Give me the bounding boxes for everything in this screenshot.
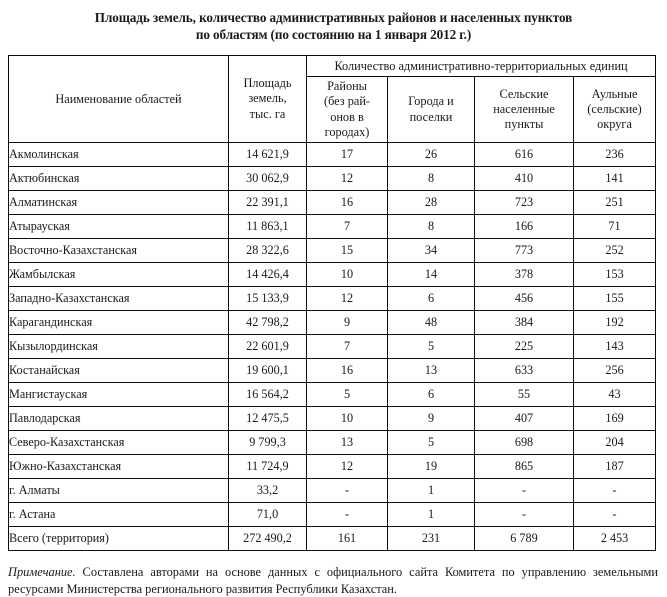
table-container — [8, 55, 655, 551]
cell-cities-towns: 5 — [388, 431, 475, 455]
table-row — [9, 239, 656, 263]
note-lead-label: Примечание. — [8, 565, 76, 579]
page-title-line-1: Площадь земель, количество административных районов и населенных пунктов — [94, 10, 573, 25]
cell-rural-settlements: 407 — [475, 407, 574, 431]
cell-cities-towns: 1 — [388, 503, 475, 527]
cell-rural-settlements: 865 — [475, 455, 574, 479]
cell-land-area: 30 062,9 — [229, 167, 307, 191]
cell-rural-settlements: 225 — [475, 335, 574, 359]
cell-land-area: 11 863,1 — [229, 215, 307, 239]
cell-rural-settlements: 773 — [475, 239, 574, 263]
table-row — [9, 383, 656, 407]
cell-land-area: 12 475,5 — [229, 407, 307, 431]
cell-cities-towns: 5 — [388, 335, 475, 359]
table-row — [9, 191, 656, 215]
cell-region-name: Восточно-Казахстанская — [9, 239, 229, 263]
table-row — [9, 335, 656, 359]
cell-region-name: Костанайская — [9, 359, 229, 383]
cell-rural-settlements: 633 — [475, 359, 574, 383]
table-row — [9, 287, 656, 311]
page-title-line-2: по областям (по состоянию на 1 января 2012 г.) — [195, 27, 472, 42]
cell-rural-settlements: 166 — [475, 215, 574, 239]
districts-header-line-2: (без рай- — [323, 94, 370, 109]
table-note — [8, 564, 658, 597]
cell-rural-settlements: 378 — [475, 263, 574, 287]
cell-districts: - — [307, 503, 388, 527]
land-area-header-line-1: Площадь — [243, 75, 292, 90]
cell-land-area: 11 724,9 — [229, 455, 307, 479]
cell-aul-okrugs: 236 — [574, 143, 656, 167]
cell-rural-settlements: - — [475, 479, 574, 503]
table-row — [9, 503, 656, 527]
cell-cities-towns: 9 — [388, 407, 475, 431]
cities-header-line-1: Города и — [408, 94, 454, 109]
cell-land-area: 19 600,1 — [229, 359, 307, 383]
table-row — [9, 527, 656, 551]
cell-region-name: Алматинская — [9, 191, 229, 215]
cell-aul-okrugs: 153 — [574, 263, 656, 287]
table-row — [9, 311, 656, 335]
cell-aul-okrugs: 256 — [574, 359, 656, 383]
rural-header-line-2: населенные — [493, 101, 555, 116]
cell-aul-okrugs: 192 — [574, 311, 656, 335]
cell-aul-okrugs: - — [574, 503, 656, 527]
cell-aul-okrugs: 252 — [574, 239, 656, 263]
rural-header-line-1: Сельские — [499, 86, 549, 101]
cell-rural-settlements: - — [475, 503, 574, 527]
cell-rural-settlements: 456 — [475, 287, 574, 311]
cell-aul-okrugs: 187 — [574, 455, 656, 479]
cell-region-name: г. Астана — [9, 503, 229, 527]
cell-land-area: 14 426,4 — [229, 263, 307, 287]
cell-aul-okrugs: 204 — [574, 431, 656, 455]
aul-header-line-2: (сельские) — [587, 101, 642, 116]
column-header-aul-okrugs — [574, 77, 656, 143]
cell-cities-towns: 28 — [388, 191, 475, 215]
cell-aul-okrugs: - — [574, 479, 656, 503]
cell-districts: 10 — [307, 263, 388, 287]
cell-region-name: г. Алматы — [9, 479, 229, 503]
cell-districts: 13 — [307, 431, 388, 455]
table-head — [9, 56, 656, 143]
cell-cities-towns: 19 — [388, 455, 475, 479]
cell-region-name: Кызылординская — [9, 335, 229, 359]
cell-land-area: 71,0 — [229, 503, 307, 527]
cell-aul-okrugs: 143 — [574, 335, 656, 359]
cell-rural-settlements: 410 — [475, 167, 574, 191]
cell-rural-settlements: 6 789 — [475, 527, 574, 551]
cell-region-name: Павлодарская — [9, 407, 229, 431]
districts-header-line-4: городах) — [324, 124, 370, 139]
cell-region-name: Актюбинская — [9, 167, 229, 191]
table-row — [9, 431, 656, 455]
cell-land-area: 28 322,6 — [229, 239, 307, 263]
cell-region-name: Карагандинская — [9, 311, 229, 335]
cell-cities-towns: 231 — [388, 527, 475, 551]
cell-region-name: Всего (территория) — [9, 527, 229, 551]
table-row — [9, 359, 656, 383]
cell-districts: 9 — [307, 311, 388, 335]
table-row — [9, 479, 656, 503]
cell-rural-settlements: 384 — [475, 311, 574, 335]
cell-land-area: 16 564,2 — [229, 383, 307, 407]
cell-districts: 5 — [307, 383, 388, 407]
cell-land-area: 272 490,2 — [229, 527, 307, 551]
cell-region-name: Северо-Казахстанская — [9, 431, 229, 455]
land-area-header-line-3: тыс. га — [249, 106, 286, 121]
land-area-table — [8, 55, 656, 551]
cell-land-area: 14 621,9 — [229, 143, 307, 167]
cities-header-line-2: поселки — [409, 109, 453, 124]
cell-rural-settlements: 55 — [475, 383, 574, 407]
cell-aul-okrugs: 155 — [574, 287, 656, 311]
aul-header-line-3: округа — [597, 117, 632, 132]
cell-region-name: Мангистауская — [9, 383, 229, 407]
cell-districts: 12 — [307, 167, 388, 191]
note-text: Составлена авторами на основе данных с официального сайта Комитета по управлению земельными ресурсами Министерства регионального развития Республики Казахстан. — [8, 565, 658, 596]
districts-header-line-3: онов в — [330, 109, 364, 124]
cell-land-area: 22 601,9 — [229, 335, 307, 359]
table-row — [9, 215, 656, 239]
cell-land-area: 42 798,2 — [229, 311, 307, 335]
rural-header-line-3: пункты — [504, 117, 544, 132]
cell-region-name: Атырауская — [9, 215, 229, 239]
cell-land-area: 15 133,9 — [229, 287, 307, 311]
cell-region-name: Западно-Казахстанская — [9, 287, 229, 311]
cell-aul-okrugs: 141 — [574, 167, 656, 191]
column-header-cities-towns — [388, 77, 475, 143]
column-header-land-area — [229, 56, 307, 143]
cell-districts: 7 — [307, 215, 388, 239]
cell-cities-towns: 6 — [388, 287, 475, 311]
cell-cities-towns: 8 — [388, 167, 475, 191]
cell-cities-towns: 6 — [388, 383, 475, 407]
table-row — [9, 455, 656, 479]
cell-districts: 16 — [307, 191, 388, 215]
cell-aul-okrugs: 2 453 — [574, 527, 656, 551]
cell-rural-settlements: 698 — [475, 431, 574, 455]
column-header-region-name: Наименование областей — [9, 56, 229, 143]
districts-header-line-1: Районы — [327, 79, 367, 94]
cell-cities-towns: 1 — [388, 479, 475, 503]
land-area-header-line-2: земель, — [248, 91, 287, 106]
table-row — [9, 143, 656, 167]
cell-districts: 17 — [307, 143, 388, 167]
cell-aul-okrugs: 169 — [574, 407, 656, 431]
cell-districts: 161 — [307, 527, 388, 551]
cell-aul-okrugs: 251 — [574, 191, 656, 215]
cell-cities-towns: 26 — [388, 143, 475, 167]
cell-districts: - — [307, 479, 388, 503]
table-body — [9, 143, 656, 551]
cell-districts: 7 — [307, 335, 388, 359]
cell-region-name: Акмолинская — [9, 143, 229, 167]
cell-cities-towns: 48 — [388, 311, 475, 335]
cell-rural-settlements: 723 — [475, 191, 574, 215]
column-header-rural-settlements — [475, 77, 574, 143]
cell-districts: 10 — [307, 407, 388, 431]
cell-aul-okrugs: 43 — [574, 383, 656, 407]
table-row — [9, 263, 656, 287]
cell-cities-towns: 8 — [388, 215, 475, 239]
cell-cities-towns: 34 — [388, 239, 475, 263]
aul-header-line-1: Аульные — [591, 86, 638, 101]
cell-districts: 16 — [307, 359, 388, 383]
cell-land-area: 9 799,3 — [229, 431, 307, 455]
cell-cities-towns: 14 — [388, 263, 475, 287]
cell-aul-okrugs: 71 — [574, 215, 656, 239]
page-title — [0, 0, 667, 43]
cell-districts: 12 — [307, 455, 388, 479]
cell-land-area: 22 391,1 — [229, 191, 307, 215]
cell-rural-settlements: 616 — [475, 143, 574, 167]
table-row — [9, 407, 656, 431]
cell-land-area: 33,2 — [229, 479, 307, 503]
cell-districts: 12 — [307, 287, 388, 311]
column-header-admin-units-group: Количество административно-территориальных единиц — [307, 56, 656, 77]
column-header-districts — [307, 77, 388, 143]
cell-districts: 15 — [307, 239, 388, 263]
table-header-row-1 — [9, 56, 656, 77]
cell-cities-towns: 13 — [388, 359, 475, 383]
table-row — [9, 167, 656, 191]
cell-region-name: Южно-Казахстанская — [9, 455, 229, 479]
cell-region-name: Жамбылская — [9, 263, 229, 287]
